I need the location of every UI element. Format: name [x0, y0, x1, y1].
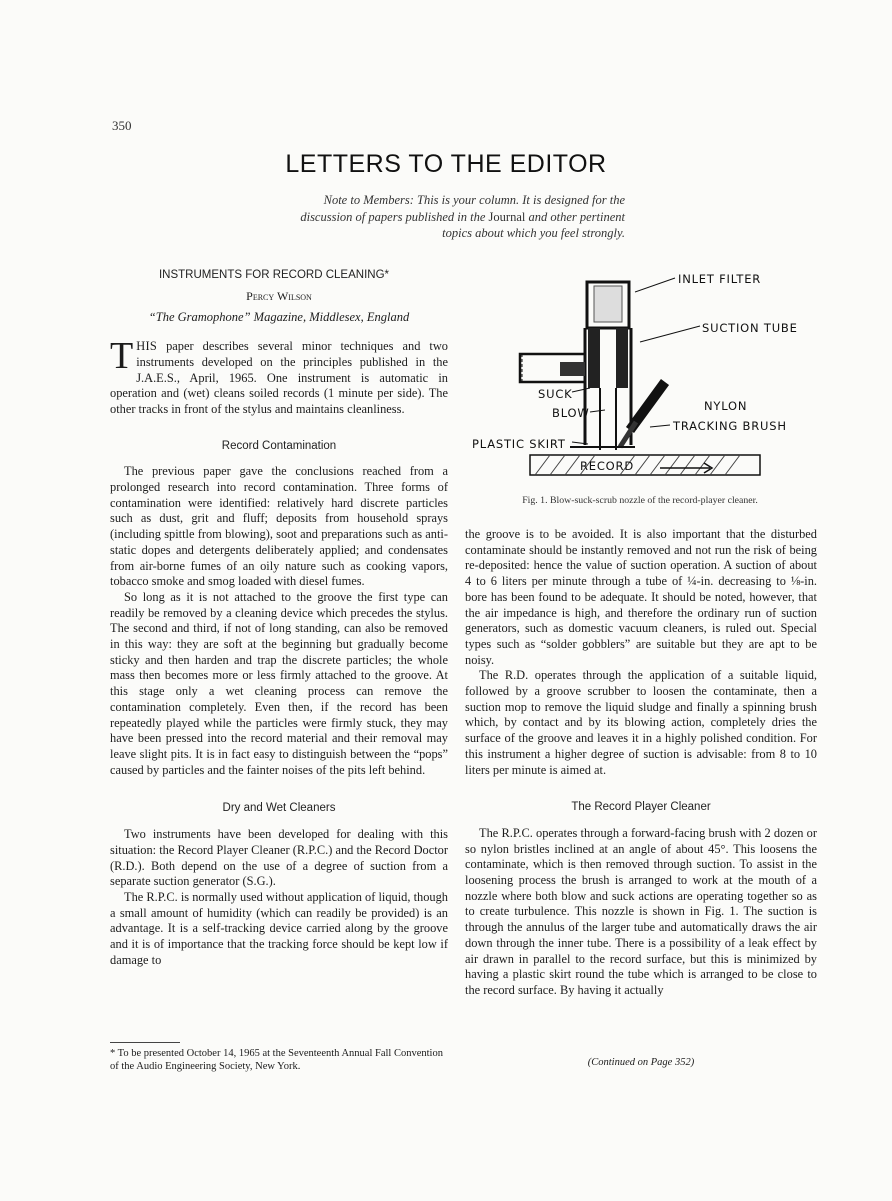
- paragraph: The R.P.C. operates through a forward-facing brush with 2 dozen or so nylon bristles inclined at an angle of about 45°. This loosens the contaminate, which is then removed through suction. To assist in the loosening process the brush is arranged to work at the mouth of a nozzle where both blow and suck actions are operating together so as to create turbulence. This nozzle is shown in Fig. 1. The suction is through the annulus of the larger tube and automatically draws the air down through the inner tube. There is a possibility of a leak effect by air drawn in parallel to the record surface, but this is minimized by having a plastic skirt round the tube which is arranged to be close to the record surface. By having it actually: [465, 825, 817, 997]
- section-heading-cleaners: Dry and Wet Cleaners: [222, 802, 336, 815]
- intro-caps: HIS: [136, 339, 158, 354]
- paragraph: Two instruments have been developed for dealing with this situation: the Record Player Cleaner (R.P.C.) and the Record Doctor (R.D.). Both depend on the use of a degree of suction from a separate suction generator (S.G.).: [110, 827, 448, 889]
- note-tail: and other pertinent topics about which you feel strongly.: [442, 209, 625, 240]
- paragraph: The R.D. operates through the application of a suitable liquid, followed by a groove scrubber to loosen the contaminate, then a suction mop to remove the liquid sludge and finally a spinning brush which, by contact and by its blowing action, completely dries the surface of the groove and leaves it in a highly polished condition. For this instrument a higher degree of suction is advisable: from 8 to 10 liters per minute is aimed at.: [465, 668, 817, 777]
- tube-hatch-left: [588, 328, 600, 388]
- figure-caption: Fig. 1. Blow-suck-scrub nozzle of the record-player cleaner.: [522, 495, 758, 506]
- intro-text: paper describes several minor techniques and two instruments developed on the principles published in the J.A.E.S., April, 1965. One instrument is automatic in operation and (wet) cleans soiled records (1 minute per side). The other tracks in front of the stylus and maintains cleanliness.: [110, 339, 448, 416]
- article-author: Percy Wilson: [246, 288, 312, 303]
- left-column: [110, 268, 448, 968]
- continued-note: (Continued on Page 352): [587, 1057, 695, 1068]
- footnote-rule: [110, 1042, 180, 1043]
- label-tracking-brush: TRACKING BRUSH: [673, 419, 787, 433]
- right-column: [465, 527, 817, 999]
- label-suck: SUCK: [538, 387, 573, 401]
- label-blow: BLOW: [552, 406, 590, 420]
- label-inlet-filter: INLET FILTER: [678, 272, 762, 286]
- label-suction-tube: SUCTION TUBE: [702, 321, 798, 335]
- record-surface: [530, 455, 760, 475]
- side-port-inlet: [560, 362, 585, 376]
- article-title: INSTRUMENTS FOR RECORD CLEANING*: [158, 269, 390, 281]
- editor-note: [280, 192, 625, 242]
- label-record: RECORD: [580, 459, 634, 473]
- section-heading-contamination: Record Contamination: [221, 439, 337, 452]
- page-title: LETTERS TO THE EDITOR: [285, 150, 607, 178]
- label-nylon: NYLON: [704, 399, 748, 413]
- label-plastic-skirt: PLASTIC SKIRT: [472, 437, 566, 451]
- paragraph: So long as it is not attached to the groove the first type can readily be removed by a cleaning device which precedes the stylus. The second and third, if not of long standing, can also be removed in this way: they are soft at the beginning but gradually become sticky and then harden and trap the discrete particles; the whole mass then becomes more or less firmly attached to the groove. At this stage only a wet cleaning process can remove the contamination completely. Even then, if the record has been repeatedly played while the particles were firmly stuck, they may have been pressed into the record material and their removal may leave slight pits. It is in fact easy to distinguish between the “pops” caused by particles and the fainter noises of the pits left behind.: [110, 589, 448, 777]
- intro-paragraph: [110, 335, 448, 418]
- paragraph: The previous paper gave the conclusions reached from a prolonged research into record contamination. Three forms of contamination were identified: relatively hard discrete particles such as dust, grit and fluff; deposits from household sprays (including spittle from blowing), soot and preparations such as anti-static dopes and detergents deliberately applied; and condensates from air-borne fumes of an oily nature such as cooking vapors, tobacco smoke and smog loaded with diesel fumes.: [110, 464, 448, 589]
- article-affiliation: “The Gramophone” Magazine, Middlesex, England: [148, 310, 410, 325]
- paragraph: the groove is to be avoided. It is also important that the disturbed contaminate should be instantly removed and not run the risk of being re-deposited: hence the value of suction operation. A suction of about 4 to 6 liters per minute through a tube of ¼-in. decreasing to ⅛-in. bore has been found to be adequate. It should be noted, however, that the air impedance is high, and therefore the ordinary run of suction generators, such as domestic vacuum cleaners, is ruled out. Special types such as “solder gobblers” are suitable but they are apt to be noisy.: [465, 527, 817, 667]
- tube-hatch-right: [616, 328, 628, 388]
- note-lead: Note to Members: This is your column. It is designed for the discussion of papers published in the: [300, 193, 625, 224]
- section-heading-rpc: The Record Player Cleaner: [571, 801, 711, 814]
- note-journal: Journal: [488, 209, 526, 224]
- footnote: * To be presented October 14, 1965 at the Seventeenth Annual Fall Convention of the Audio Engineering Society, New York.: [110, 1048, 443, 1072]
- figure-nozzle-diagram: [470, 262, 820, 492]
- page-number: 350: [112, 118, 132, 133]
- inlet-filter-element: [594, 286, 622, 322]
- paragraph: The R.P.C. is normally used without application of liquid, though a small amount of humidity (which can readily be provided) is an advantage. It is a self-tracking device carried along by the groove and it is of importance that the tracking force should be kept low if damage to: [110, 889, 448, 967]
- drop-cap: T: [110, 335, 134, 378]
